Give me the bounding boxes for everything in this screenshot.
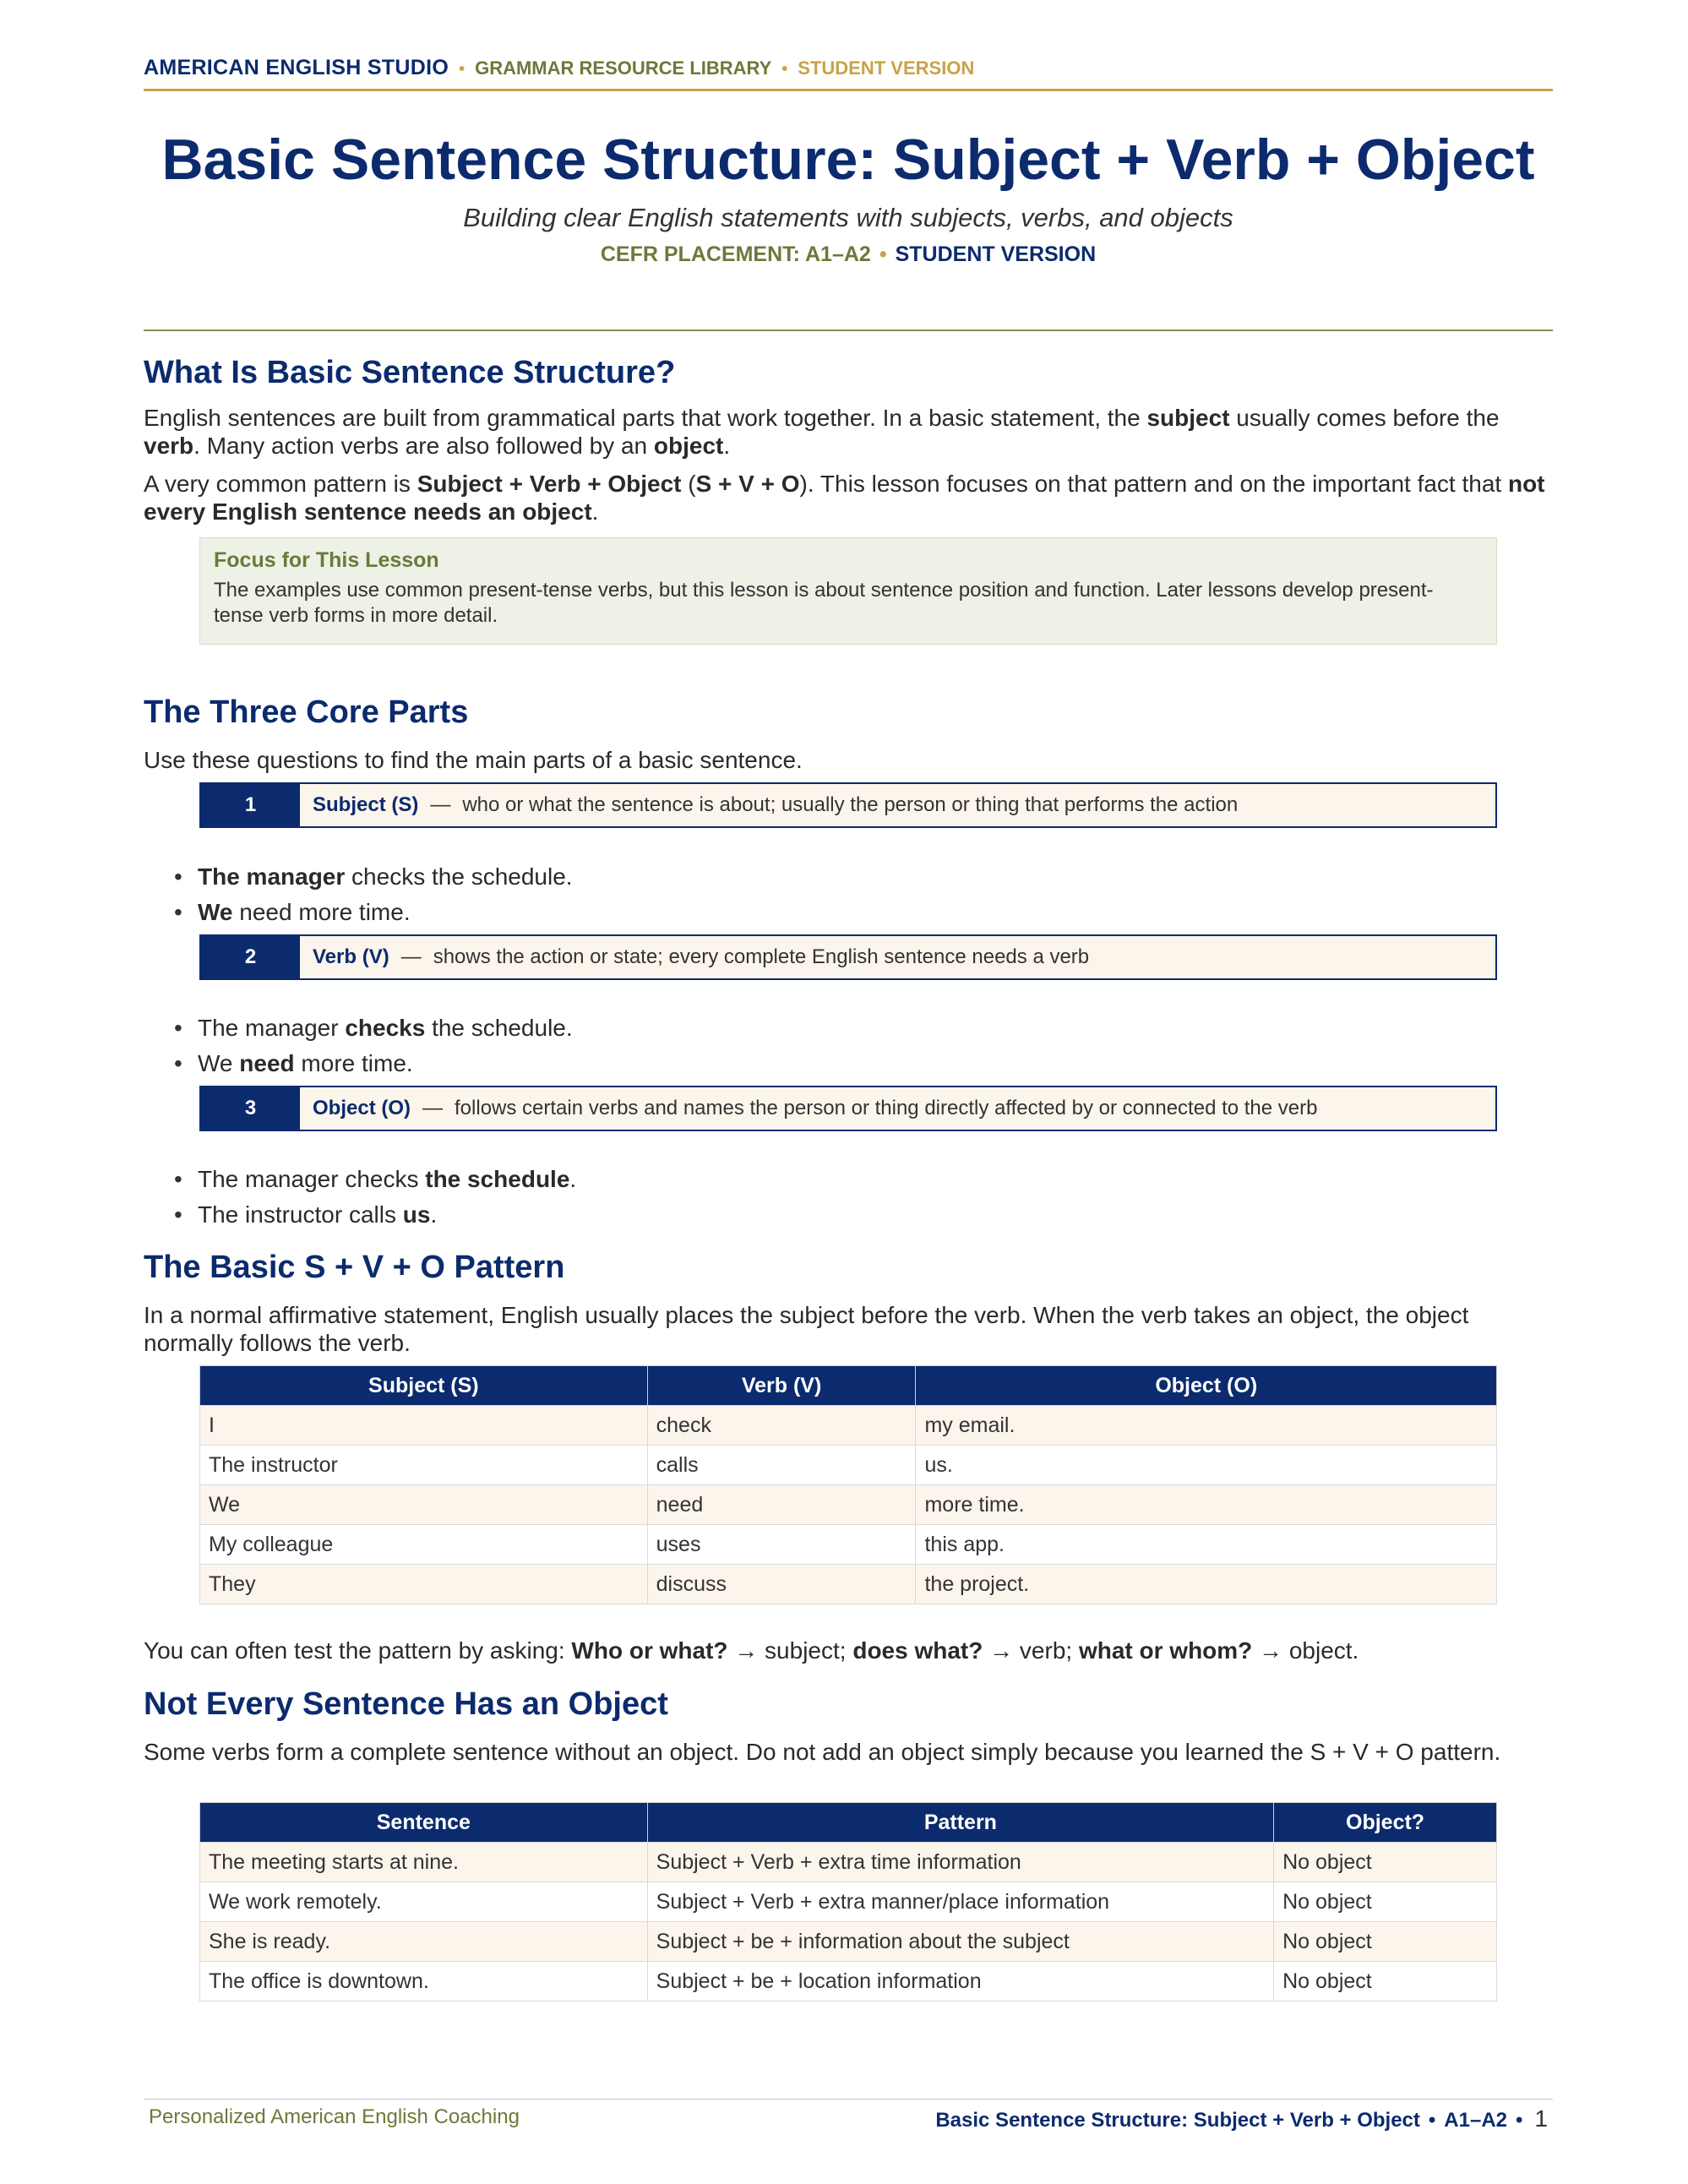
table-row [200,1843,1497,1882]
table-cell: the project. [916,1565,1497,1604]
column-header: Subject (S) [200,1366,648,1406]
version-label: STUDENT VERSION [798,57,975,79]
svo-test-line: You can often test the pattern by asking: Who or what? → subject; does what? → verb; what or whom? → object. [144,1637,1359,1664]
table-cell: us. [916,1446,1497,1485]
list-item: • The manager checks the schedule. [174,1162,576,1197]
separator-dot: • [781,60,788,79]
table-cell: Subject + Verb + extra time information [647,1843,1273,1882]
core-part-number: 1 [201,784,300,826]
footer-page-info [935,2105,1548,2132]
core-parts-intro: Use these questions to find the main parts of a basic sentence. [144,747,803,773]
cefr-placement: CEFR PLACEMENT: A1–A2 [600,242,871,266]
table-cell: Subject + Verb + extra manner/place information [647,1882,1273,1922]
list-item: • The manager checks the schedule. [174,859,573,895]
list-item: • We need more time. [174,895,573,930]
table-cell: They [200,1565,648,1604]
core-part-term: Subject (S) [313,793,419,816]
table-cell: calls [647,1446,916,1485]
table-cell: No object [1274,1922,1497,1962]
table-cell: The meeting starts at nine. [200,1843,648,1882]
core-part-subject: 1 Subject (S) — who or what the sentence is about; usually the person or thing that performs the action [199,782,1497,828]
column-header: Object? [1274,1803,1497,1843]
footer-title: Basic Sentence Structure: Subject + Verb + Object [935,2109,1420,2132]
table-cell: The office is downtown. [200,1962,648,2002]
library-name: GRAMMAR RESOURCE LIBRARY [475,57,772,79]
table-row [200,1882,1497,1922]
core-part-description: who or what the sentence is about; usually the person or thing that performs the action [462,793,1239,816]
table-header-row [200,1803,1497,1843]
core-part-term: Object (O) [313,1097,411,1119]
table-cell: The instructor [200,1446,648,1485]
no-object-table [199,1802,1497,2002]
svo-intro: In a normal affirmative statement, English usually places the subject before the verb. When the verb takes an object, the object normally follows the verb. [144,1302,1469,1356]
table-cell: No object [1274,1843,1497,1882]
placement-line [144,242,1553,267]
table-cell: Subject + be + location information [647,1962,1273,2002]
table-cell: We work remotely. [200,1882,648,1922]
object-examples [174,1162,576,1233]
page-number: 1 [1534,2105,1548,2132]
table-cell: this app. [916,1525,1497,1565]
column-header: Sentence [200,1803,648,1843]
table-row [200,1525,1497,1565]
table-cell: My colleague [200,1525,648,1565]
divider [144,330,1553,331]
core-part-description: shows the action or state; every complete English sentence needs a verb [433,945,1090,968]
table-row [200,1446,1497,1485]
separator-dot: • [1516,2109,1523,2132]
column-header: Verb (V) [647,1366,916,1406]
core-part-number: 3 [201,1087,300,1130]
core-part-term: Verb (V) [313,945,389,968]
table-cell: check [647,1406,916,1446]
footer-tagline: Personalized American English Coaching [149,2105,520,2128]
section-heading-what-is: What Is Basic Sentence Structure? [144,355,676,390]
focus-body: The examples use common present-tense verbs, but this lesson is about sentence position and function. Later lessons develop present-tense verb forms in more detail. [214,579,1434,627]
table-cell: uses [647,1525,916,1565]
subject-examples [174,859,573,930]
table-row [200,1485,1497,1525]
core-part-description: follows certain verbs and names the person or thing directly affected by or connected to the verb [455,1097,1318,1119]
section-heading-no-object: Not Every Sentence Has an Object [144,1686,668,1722]
separator-dot: • [879,242,887,266]
table-header-row [200,1366,1497,1406]
table-cell: my email. [916,1406,1497,1446]
column-header: Object (O) [916,1366,1497,1406]
table-cell: We [200,1485,648,1525]
table-cell: Subject + be + information about the subject [647,1922,1273,1962]
separator-dot: • [1428,2109,1436,2132]
svo-table [199,1365,1497,1604]
table-row [200,1922,1497,1962]
focus-callout [199,537,1497,645]
core-part-verb: 2 Verb (V) — shows the action or state; every complete English sentence needs a verb [199,934,1497,980]
table-row [200,1962,1497,2002]
focus-title: Focus for This Lesson [214,548,439,572]
table-cell: discuss [647,1565,916,1604]
brand-name: AMERICAN ENGLISH STUDIO [144,56,449,79]
section-heading-core-parts: The Three Core Parts [144,694,469,730]
version-label: STUDENT VERSION [895,242,1097,266]
header-strip [144,56,1553,91]
table-cell: need [647,1485,916,1525]
table-cell: No object [1274,1962,1497,2002]
core-part-number: 2 [201,936,300,978]
paragraph-what-is-2: A very common pattern is Subject + Verb + Object (S + V + O). This lesson focuses on that pattern and on the important fact that not every English sentence needs an object. [144,471,1545,525]
document-page [144,0,1553,2184]
column-header: Pattern [647,1803,1273,1843]
paragraph-what-is-1: English sentences are built from grammatical parts that work together. In a basic statement, the subject usually comes before the verb. Many action verbs are also followed by an object. [144,405,1500,459]
no-object-intro: Some verbs form a complete sentence without an object. Do not add an object simply because you learned the S + V + O pattern. [144,1739,1501,1765]
footer-level: A1–A2 [1444,2109,1508,2132]
list-item: • The instructor calls us. [174,1197,576,1233]
table-cell: She is ready. [200,1922,648,1962]
separator-dot: • [459,60,466,79]
verb-examples [174,1010,573,1081]
table-cell: No object [1274,1882,1497,1922]
core-part-object: 3 Object (O) — follows certain verbs and names the person or thing directly affected by or connected to the verb [199,1086,1497,1131]
footer-divider [144,2099,1553,2100]
table-cell: I [200,1406,648,1446]
table-row [200,1565,1497,1604]
page-subtitle: Building clear English statements with subjects, verbs, and objects [463,203,1233,232]
table-row [200,1406,1497,1446]
list-item: • We need more time. [174,1046,573,1081]
list-item: • The manager checks the schedule. [174,1010,573,1046]
page-title: Basic Sentence Structure: Subject + Verb + Object [161,128,1535,192]
table-cell: more time. [916,1485,1497,1525]
section-heading-svo: The Basic S + V + O Pattern [144,1250,565,1285]
